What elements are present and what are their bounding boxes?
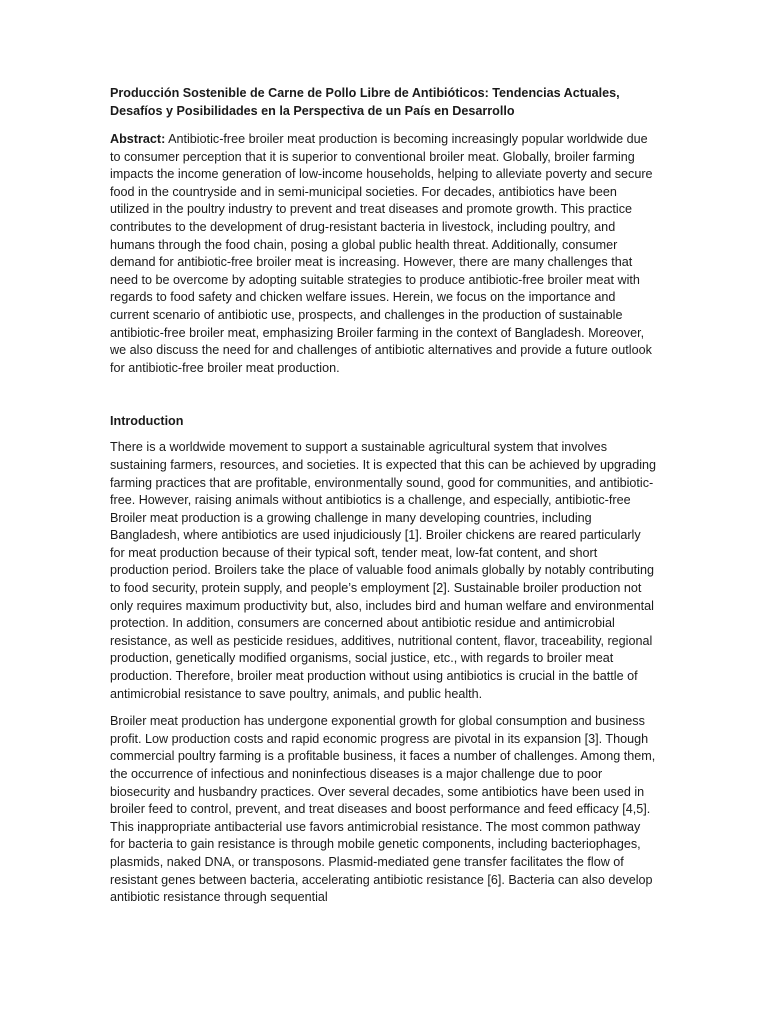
abstract-paragraph <box>110 131 658 377</box>
introduction-paragraph-2: Broiler meat production has undergone exponential growth for global consumption and business profit. Low production costs and rapid economic progress are pivotal in its expansion [3]. Though commercial poultry farming is a profitable business, it faces a number of challenges. Among them, the occurrence of infectious and noninfectious diseases is a major challenge due to poor biosecurity and husbandry practices. Over several decades, some antibiotics have been used in broiler feed to control, prevent, and treat diseases and boost performance and feed efficacy [4,5]. This inappropriate antibacterial use favors antimicrobial resistance. The most common pathway for bacteria to gain resistance is through mobile genetic components, including bacteriophages, plasmids, naked DNA, or transposons. Plasmid-mediated gene transfer facilitates the flow of resistant genes between bacteria, accelerating antibiotic resistance [6]. Bacteria can also develop antibiotic resistance through sequential <box>110 714 656 905</box>
abstract-label: Abstract: <box>110 132 166 146</box>
introduction-heading: Introduction <box>110 414 184 429</box>
abstract-text: Antibiotic-free broiler meat production is becoming increasingly popular worldwide due to consumer perception that it is superior to conventional broiler meat. Globally, broiler farming impacts the income generation of low-income households, helping to alleviate poverty and secure food in the countryside and in semi-municipal societies. For decades, antibiotics have been utilized in the poultry industry to prevent and treat diseases and promote growth. This practice contributes to the development of drug-resistant bacteria in livestock, including poultry, and humans through the food chain, posing a global public health threat. Additionally, consumer demand for antibiotic-free broiler meat is increasing. However, there are many challenges that need to be overcome by adopting suitable strategies to produce antibiotic-free broiler meat with regards to food safety and chicken welfare issues. Herein, we focus on the importance and current scenario of antibiotic use, prospects, and challenges in the production of sustainable antibiotic-free broiler meat, emphasizing Broiler farming in the context of Bangladesh. Moreover, we also discuss the need for and challenges of antibiotic alternatives and provide a future outlook for antibiotic-free broiler meat production. <box>110 132 653 375</box>
introduction-paragraph-1: There is a worldwide movement to support a sustainable agricultural system that involves sustaining farmers, resources, and societies. It is expected that this can be achieved by upgrading farming practices that are profitable, environmentally sound, good for communities, and antibiotic-free. However, raising animals without antibiotics is a challenge, and especially, antibiotic-free Broiler meat production is a growing challenge in many developing countries, including Bangladesh, where antibiotics are used injudiciously [1]. Broiler chickens are reared particularly for meat production because of their typical soft, tender meat, low-fat content, and short production period. Broilers take the place of valuable food animals globally by notably contributing to food security, protein supply, and people’s employment [2]. Sustainable broiler production not only requires maximum productivity but, also, includes bird and human welfare and environmental protection. In addition, consumers are concerned about antibiotic residue and antimicrobial resistance, as well as pesticide residues, additives, nutritional content, flavor, traceability, regional production, genetically modified organisms, social justice, etc., with regards to broiler meat production. Therefore, broiler meat production without using antibiotics is crucial in the battle of antimicrobial resistance to save poultry, animals, and public health. <box>110 440 657 701</box>
document-title: Producción Sostenible de Carne de Pollo Libre de Antibióticos: Tendencias Actuales, Desafíos y Posibilidades en la Perspectiva de un País en Desarrollo <box>110 86 620 118</box>
document-page <box>110 84 658 917</box>
